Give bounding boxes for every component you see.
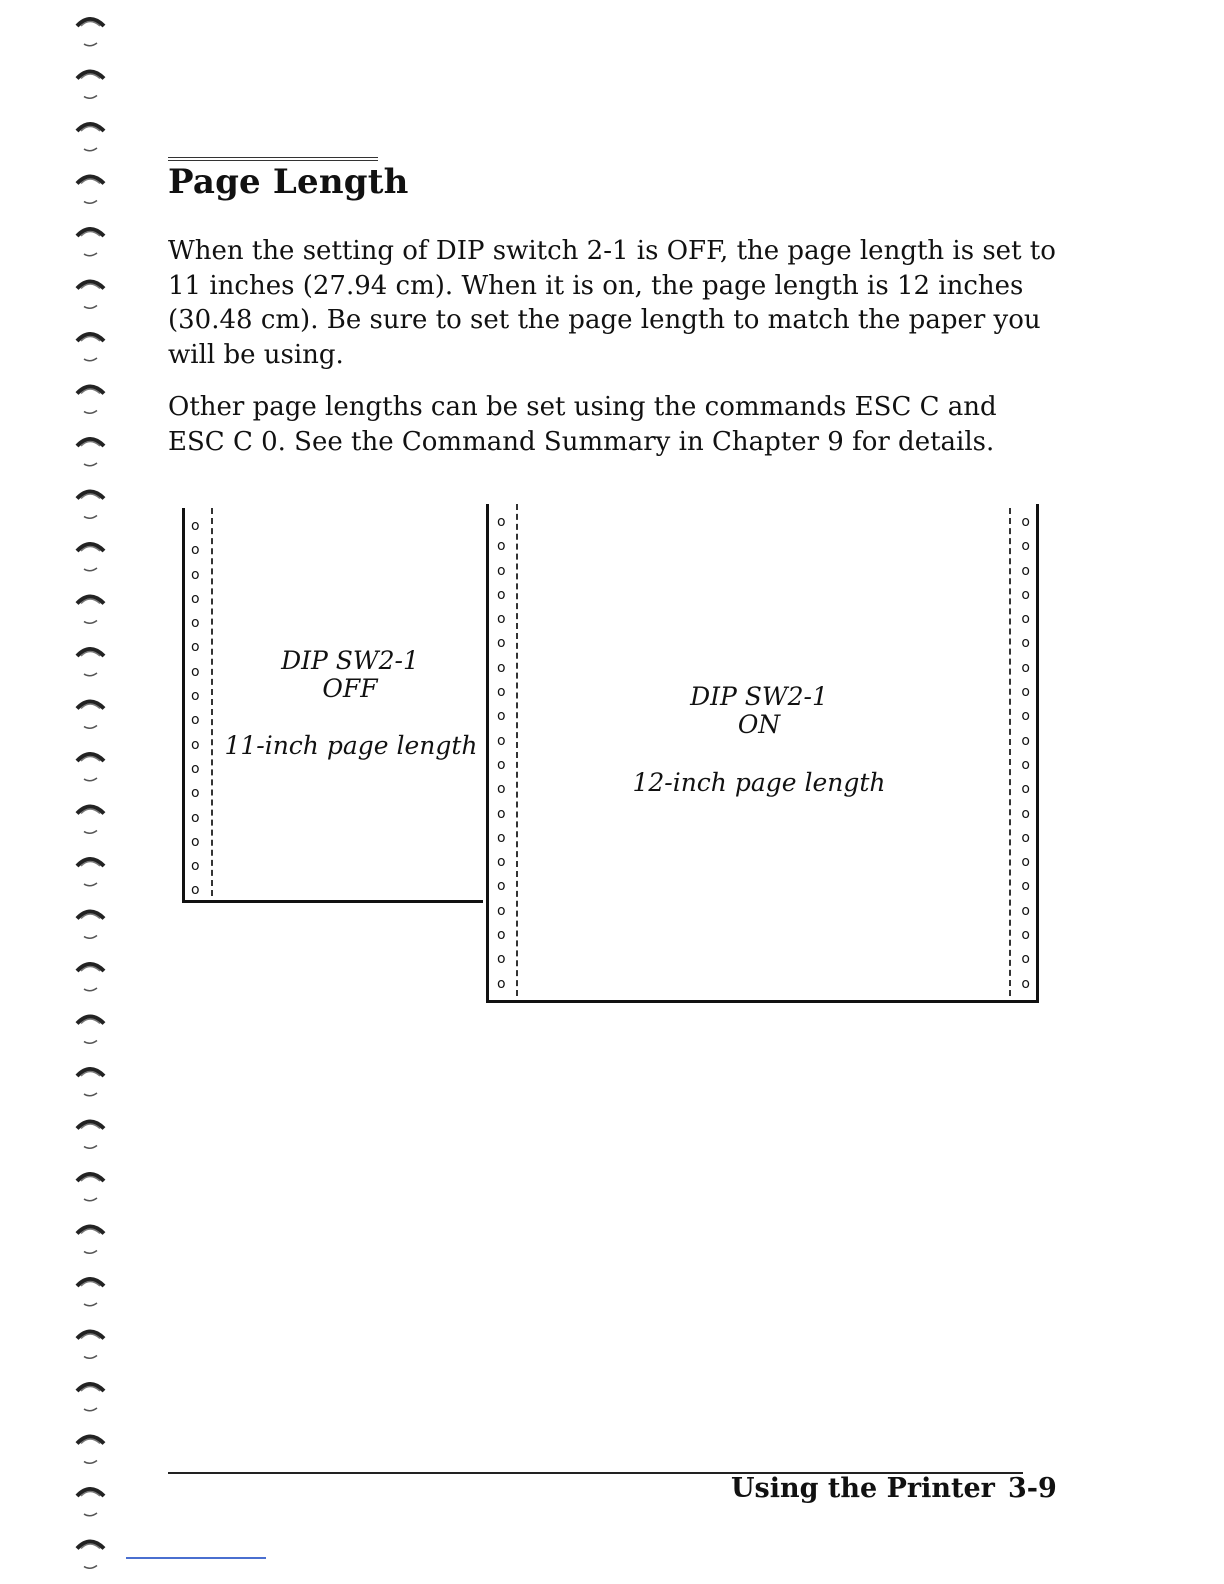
tractor-hole: o [1021,781,1030,798]
binding-ring [77,1017,104,1044]
binding-ring [77,19,104,46]
tractor-hole: o [1021,854,1030,871]
tractor-hole: o [1021,732,1030,749]
tractor-hole: o [1021,708,1030,725]
tractor-hole: o [497,975,506,992]
tractor-hole: o [1021,611,1030,628]
switch-state-on: ON [737,710,781,739]
switch-state-off: OFF [322,674,378,703]
tractor-hole: o [191,833,200,850]
binding-ring [77,1542,104,1569]
tractor-hole: o [497,854,506,871]
tractor-hole: o [497,878,506,895]
tractor-hole: o [191,639,200,656]
tractor-hole: o [1021,586,1030,603]
binding-ring [77,912,104,939]
binding-ring [77,1174,104,1201]
tractor-hole: o [191,518,200,534]
paper-sheet-11-inch [182,508,483,903]
tractor-hole: o [191,882,200,899]
tractor-hole: o [191,858,200,875]
tractor-hole: o [1021,805,1030,822]
tractor-hole: o [1021,756,1030,773]
tractor-hole: o [497,514,506,530]
tractor-hole: o [497,586,506,603]
length-label-11-inch: 11-inch page length [224,731,478,760]
tractor-hole: o [191,590,200,607]
tractor-hole: o [191,712,200,729]
binding-ring [77,1332,104,1359]
tractor-hole: o [191,663,200,680]
tractor-hole: o [497,951,506,968]
tractor-hole: o [497,805,506,822]
title-rule [168,157,378,161]
tractor-hole: o [1021,927,1030,944]
tractor-hole: o [191,736,200,753]
tractor-hole: o [497,781,506,798]
spiral-binding [60,0,130,1584]
footer-chapter-title: Using the Printer [731,1473,995,1504]
tractor-holes-right [1004,510,1030,996]
binding-ring [77,439,104,466]
binding-ring [77,597,104,624]
tractor-hole: o [497,659,506,676]
binding-ring [77,964,104,991]
tractor-hole: o [191,760,200,777]
tractor-holes [191,514,217,903]
binding-ring [77,702,104,729]
switch-label-on: DIP SW2-1 [690,682,828,711]
tractor-hole: o [497,611,506,628]
tractor-hole: o [1021,829,1030,846]
tractor-hole: o [497,927,506,944]
tractor-hole: o [191,785,200,802]
tractor-hole: o [497,902,506,919]
tractor-hole: o [1021,635,1030,652]
tractor-hole: o [497,684,506,701]
binding-ring [77,72,104,99]
tractor-hole: o [191,809,200,826]
page-title: Page Length [168,162,409,202]
tractor-holes-left [497,510,523,996]
binding-ring [77,334,104,361]
tractor-hole: o [497,562,506,579]
tractor-hole: o [191,566,200,583]
binding-ring [77,1122,104,1149]
tractor-hole: o [1021,975,1030,992]
switch-label-off: DIP SW2-1 [281,646,419,675]
paragraph-other-lengths: Other page lengths can be set using the commands ESC C and ESC C 0. See the Command Summary in Chapter 9 for details. [168,392,997,457]
scan-edge-mark [126,1557,266,1559]
binding-ring [77,492,104,519]
tractor-hole: o [497,756,506,773]
binding-ring [77,177,104,204]
tractor-hole: o [497,538,506,555]
binding-ring [77,387,104,414]
binding-ring [77,124,104,151]
footer-page-number: 3-9 [1008,1473,1057,1504]
binding-ring [77,1069,104,1096]
binding-ring [77,1384,104,1411]
binding-ring [77,544,104,571]
paragraph-page-length-setting: When the setting of DIP switch 2-1 is OFF, the page length is set to 11 inches (27.94 cm). When it is on, the page length is 12 inches (30.48 cm). Be sure to set the page length to match the paper you will be using. [168,236,1056,370]
tractor-hole: o [1021,902,1030,919]
tractor-hole: o [497,829,506,846]
binding-ring [77,1489,104,1516]
paper-sheet-12-inch [486,504,1039,1003]
tractor-hole: o [497,635,506,652]
tractor-hole: o [191,688,200,705]
tractor-hole: o [1021,878,1030,895]
binding-ring [77,1227,104,1254]
binding-ring [77,807,104,834]
binding-ring [77,859,104,886]
tractor-hole: o [191,542,200,559]
binding-ring [77,754,104,781]
binding-ring [77,649,104,676]
tractor-hole: o [497,732,506,749]
tractor-hole: o [1021,562,1030,579]
tractor-hole: o [191,615,200,632]
tractor-hole: o [1021,514,1030,530]
binding-ring [77,1437,104,1464]
binding-ring [77,1279,104,1306]
binding-ring [77,229,104,256]
tractor-hole: o [1021,684,1030,701]
binding-ring [77,282,104,309]
tractor-hole: o [1021,951,1030,968]
length-label-12-inch: 12-inch page length [632,768,886,797]
tractor-hole: o [1021,659,1030,676]
tractor-hole: o [1021,538,1030,555]
tractor-hole: o [497,708,506,725]
